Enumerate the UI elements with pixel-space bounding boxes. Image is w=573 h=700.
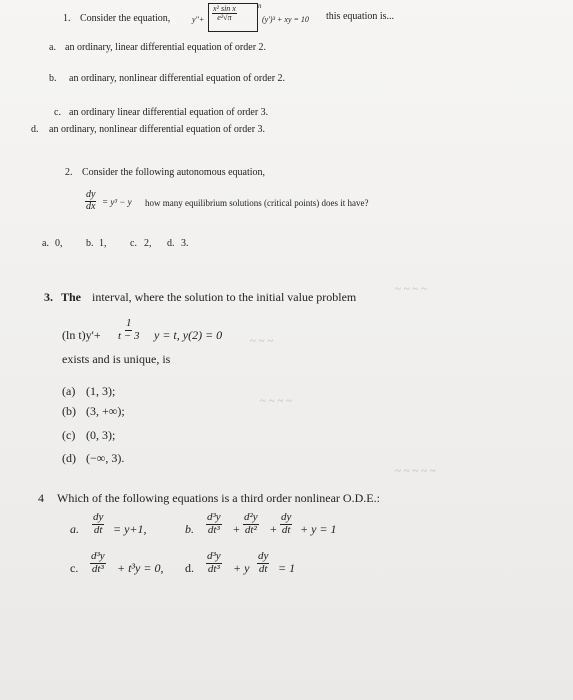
q1-option-c-letter: c. — [54, 107, 61, 118]
q4-option-a-rest: = y+1, — [113, 522, 147, 536]
q1-number: 1. — [63, 13, 71, 24]
q1-tail: this equation is... — [326, 11, 395, 22]
q2-option-d-text: 3. — [181, 238, 189, 249]
q1-eq-power: n — [258, 2, 262, 10]
q1-eq-y: y''+ — [192, 15, 205, 24]
q3-option-b-text: (3, +∞); — [86, 404, 125, 418]
q3-option-a-letter: (a) — [62, 384, 76, 398]
q2-derivative: $\frac{dy}{dx}$ — [86, 189, 96, 212]
q1-option-a-text: an ordinary, linear differential equation of order 2. — [65, 42, 267, 53]
q2-option-a-text: 0, — [55, 238, 63, 249]
q1-lead: Consider the equation, — [80, 13, 171, 24]
q3-number: 3. — [44, 290, 53, 304]
q1-option-d-text: an ordinary, nonlinear differential equation of order 3. — [49, 124, 266, 135]
q2-lead: Consider the following autonomous equation, — [82, 167, 266, 178]
q3-option-b-letter: (b) — [62, 404, 76, 418]
q2-question: how many equilibrium solutions (critical points) does it have? — [145, 198, 369, 208]
q2-number: 2. — [65, 167, 73, 178]
q4-option-a-letter: a. — [70, 522, 79, 536]
q4-option-d-term1: $\frac{\text{d³y}}{\text{dt³}}$ — [207, 550, 221, 575]
q3-option-a-text: (1, 3); — [86, 384, 116, 398]
q2-option-b-text: 1, — [99, 238, 107, 249]
q4-option-d-letter: d. — [185, 561, 194, 575]
q4-option-a-derivative: $\frac{dy}{dt}$ — [93, 511, 104, 536]
q3-bold-word: The — [61, 290, 82, 304]
q3-tail: exists and is unique, is — [62, 352, 171, 366]
q3-lhs: (ln t)y'+ — [62, 328, 101, 342]
q3-rhs: y = t, y(2) = 0 — [154, 328, 223, 342]
q1-eq-rest: (y')³ + xy = 10 — [262, 15, 309, 24]
q3-option-c-text: (0, 3); — [86, 428, 116, 442]
q4-option-d-mid: + y — [233, 561, 250, 575]
q4-option-b-rest: + y = 1 — [300, 522, 337, 536]
q4-option-b-letter: b. — [185, 522, 194, 536]
q2-option-b-letter: b. — [86, 238, 94, 249]
q1-option-b-letter: b. — [49, 73, 57, 84]
q4-option-c-letter: c. — [70, 561, 79, 575]
q3-lead: interval, where the solution to the initial value problem — [92, 290, 357, 304]
q3-option-c-letter: (c) — [62, 428, 76, 442]
q4-option-d-term2: $\frac{dy}{dt}$ — [258, 550, 269, 575]
q3-fraction: $\frac{1}{t - 3}$ — [118, 317, 140, 342]
q4-option-c-rest: + t³y = 0, — [117, 561, 164, 575]
q4-option-b-term3: $\frac{dy}{dt}$ — [281, 511, 292, 536]
q1-option-d-letter: d. — [31, 124, 39, 135]
q2-option-c-letter: c. — [130, 238, 137, 249]
q4-option-c-derivative: $\frac{\text{d³y}}{\text{dt³}}$ — [91, 550, 105, 575]
q2-option-c-text: 2, — [144, 238, 152, 249]
show-through-4: ~ ~ ~ ~ ~ — [395, 465, 436, 477]
q4-option-b-plus2: + — [270, 522, 277, 536]
q3-option-d-letter: (d) — [62, 451, 76, 465]
q1-option-a-letter: a. — [49, 42, 56, 53]
q1-eq-fraction: $\frac{\text{x² sin x}}{\text{e²√π}}$ — [213, 4, 236, 23]
q4-number: 4 — [38, 491, 44, 505]
q2-option-d-letter: d. — [167, 238, 175, 249]
show-through-3: ~ ~ ~ ~ — [260, 395, 293, 407]
q1-option-c-text: an ordinary linear differential equation of order 3. — [69, 107, 269, 118]
show-through-2: ~ ~ ~ — [250, 335, 274, 347]
q4-option-b-plus1: + — [233, 522, 240, 536]
q3-option-d-text: (−∞, 3). — [86, 451, 125, 465]
q2-rhs: = y³ − y — [102, 197, 132, 207]
q2-option-a-letter: a. — [42, 238, 49, 249]
q4-option-b-term1: $\frac{\text{d³y}}{\text{dt³}}$ — [207, 511, 221, 536]
q4-option-b-term2: $\frac{\text{d²y}}{\text{dt²}}$ — [244, 511, 258, 536]
q4-option-d-rest: = 1 — [278, 561, 296, 575]
q1-option-b-text: an ordinary, nonlinear differential equation of order 2. — [69, 73, 286, 84]
show-through-1: ~ ~ ~ ~ — [395, 283, 428, 295]
q4-lead: Which of the following equations is a third order nonlinear O.D.E.: — [57, 491, 380, 505]
